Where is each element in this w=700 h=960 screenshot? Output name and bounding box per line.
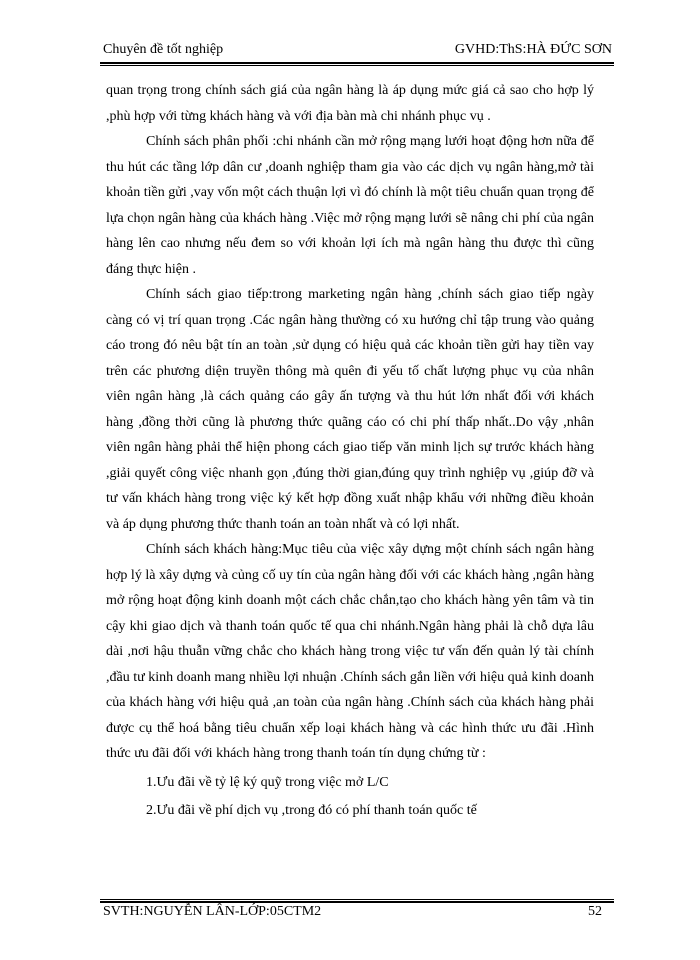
list-item-service-fee: 2.Ưu đãi về phí dịch vụ ,trong đó có phí thanh toán quốc tế: [146, 803, 477, 818]
header-supervisor: GVHD:ThS:HÀ ĐỨC SƠN: [454, 42, 612, 57]
header-rule-thin: [100, 65, 614, 66]
footer-rule-thin: [100, 899, 614, 900]
page-header: [100, 40, 614, 62]
page-body: [106, 78, 594, 824]
page-footer: [100, 902, 614, 924]
paragraph-communication-policy: Chính sách giao tiếp:trong marketing ngân hàng ,chính sách giao tiếp ngày càng có vị trí quan trọng .Các ngân hàng thường có xu hướng chỉ tập trung vào quảng cáo trong đó nêu bật tín an toàn ,sử dụng có hiệu quả các khoản tiền gửi hay tiền vay trên các phương diện truyền thông mà quên đi yếu tố chất lượng phục vụ của nhân viên ngân hàng ,là cách quảng cáo gây ấn tượng và thu hút lớn nhất đối với khách hàng ,đồng thời cũng là phương thức quãng cáo có chi phí thấp nhất..Do vậy ,nhân viên ngân hàng phải thể hiện phong cách giao tiếp văn minh lịch sự trước khách hàng ,giải quyết công việc nhanh gọn ,đúng thời gian,đúng quy trình nghiệp vụ ,giúp đỡ và tư vấn khách hàng trong việc ký kết hợp đồng xuất nhập khẩu với những điều khoản và áp dụng phương thức thanh toán an toàn nhất và có lợi nhất.: [106, 287, 594, 532]
page-number: 52: [588, 904, 602, 919]
list-item-deposit-ratio: 1.Ưu đãi về tỷ lệ ký quỹ trong việc mở L/C: [146, 774, 389, 790]
header-document-type: Chuyên đề tốt nghiệp: [103, 42, 224, 57]
paragraph-price-policy-continuation: quan trọng trong chính sách giá của ngân hàng là áp dụng mức giá cả sao cho hợp lý ,phù hợp với từng khách hàng và với địa bàn mà chi nhánh phục vụ .: [106, 83, 594, 124]
paragraph-distribution-policy: Chính sách phân phối :chi nhánh cần mở rộng mạng lưới hoạt động hơn nữa để thu hút các tầng lớp dân cư ,doanh nghiệp tham gia vào các dịch vụ ngân hàng,mở tài khoản tiền gửi ,vay vốn một cách thuận lợi vì đó chính là một tiêu chuẩn quan trọng để lựa chọn ngân hàng của khách hàng .Việc mở rộng mạng lưới sẽ nâng chi phí của ngân hàng lên cao nhưng nếu đem so với khoản lợi ích mà ngân hàng thu được thì cũng đáng thực hiện .: [106, 134, 594, 277]
paragraph-customer-policy: Chính sách khách hàng:Mục tiêu của việc xây dựng một chính sách ngân hàng hợp lý là xây dựng và củng cố uy tín của ngân hàng đối với các khách hàng ,ngân hàng mở rộng hoạt động kinh doanh một cách chắc chắn,tạo cho khách hàng yên tâm và tin cậy khi giao dịch và thanh toán quốc tế qua chi nhánh.Ngân hàng phải là chỗ dựa lâu dài ,nơi hậu thuẫn vững chắc cho khách hàng trong việc tư vấn đến quản lý tài chính ,đầu tư kinh doanh mang nhiều lợi nhuận .Chính sách gắn liền với hiệu quả kinh doanh của khách hàng với hiệu quả ,an toàn của ngân hàng .Chính sách của khách hàng phải được cụ thể hoá bằng tiêu chuẩn xếp loại khách hàng và các hình thức ưu đãi .Hình thức ưu đãi đối với khách hàng trong thanh toán tín dụng chứng từ :: [106, 542, 594, 761]
header-rule: [100, 62, 614, 64]
footer-student-info: SVTH:NGUYỄN LÂN-LỚP:05CTM2: [103, 904, 322, 919]
